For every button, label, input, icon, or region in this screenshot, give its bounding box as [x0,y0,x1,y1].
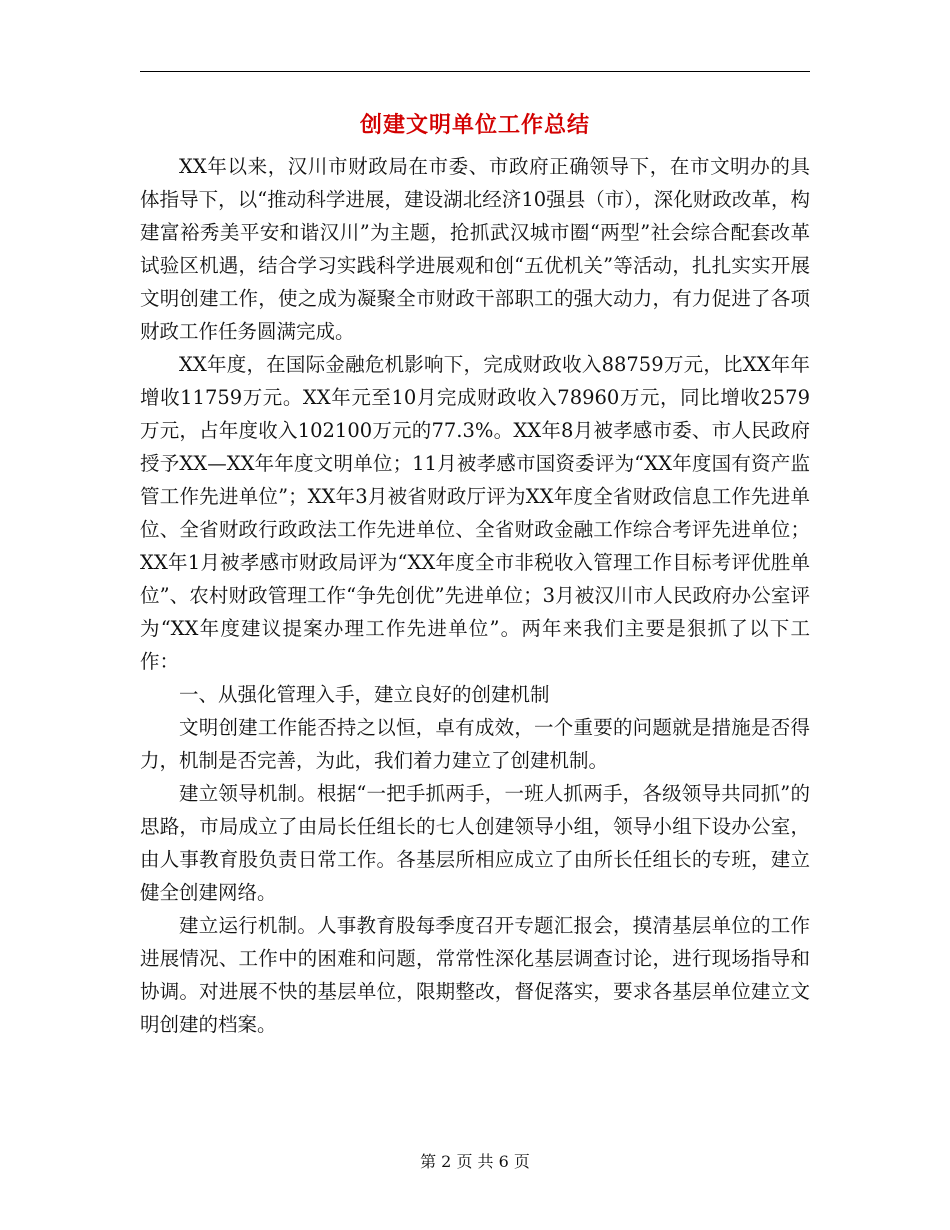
page-number: 第 2 页 共 6 页 [420,1152,530,1171]
document-body [140,150,810,1041]
paragraph-intro: XX年以来，汉川市财政局在市委、市政府正确领导下，在市文明办的具体指导下，以“推动科学进展，建设湖北经济10强县（市），深化财政改革，构建富裕秀美平安和谐汉川”为主题，抢抓武汉城市圈“两型”社会综合配套改革试验区机遇，结合学习实践科学进展观和创“五优机关”等活动，扎扎实实开展文明创建工作，使之成为凝聚全市财政干部职工的强大动力，有力促进了各项财政工作任务圆满完成。 [140,155,810,343]
paragraph-operation-mechanism: 建立运行机制。人事教育股每季度召开专题汇报会，摸清基层单位的工作进展情况、工作中的困难和问题，常常性深化基层调查讨论，进行现场指导和协调。对进展不快的基层单位，限期整改，督促落实，要求各基层单位建立文明创建的档案。 [140,914,810,1036]
paragraph-achievements: XX年度，在国际金融危机影响下，完成财政收入88759万元，比XX年年增收11759万元。XX年元至10月完成财政收入78960万元，同比增收2579万元，占年度收入102100万元的77.3%。XX年8月被孝感市委、市人民政府授予XX—XX年年度文明单位；11月被孝感市国资委评为“XX年度国有资产监管工作先进单位”；XX年3月被省财政厅评为XX年度全省财政信息工作先进单位、全省财政行政政法工作先进单位、全省财政金融工作综合考评先进单位；XX年1月被孝感市财政局评为“XX年度全市非税收入管理工作目标考评优胜单位”、农村财政管理工作“争先创优”先进单位；3月被汉川市人民政府办公室评为“XX年度建议提案办理工作先进单位”。两年来我们主要是狠抓了以下工作： [140,353,810,673]
header-rule [140,71,810,72]
paragraph-leadership-mechanism: 建立领导机制。根据“一把手抓两手，一班人抓两手，各级领导共同抓”的思路，市局成立了由局长任组长的七人创建领导小组，领导小组下设办公室，由人事教育股负责日常工作。各基层所相应成立了由所长任组长的专班，建立健全创建网络。 [140,782,810,904]
section-heading-1: 一、从强化管理入手，建立良好的创建机制 [179,683,550,706]
paragraph-mechanism-intro: 文明创建工作能否持之以恒，卓有成效，一个重要的问题就是措施是否得力，机制是否完善，为此，我们着力建立了创建机制。 [140,716,810,772]
document-title: 创建文明单位工作总结 [359,112,590,138]
